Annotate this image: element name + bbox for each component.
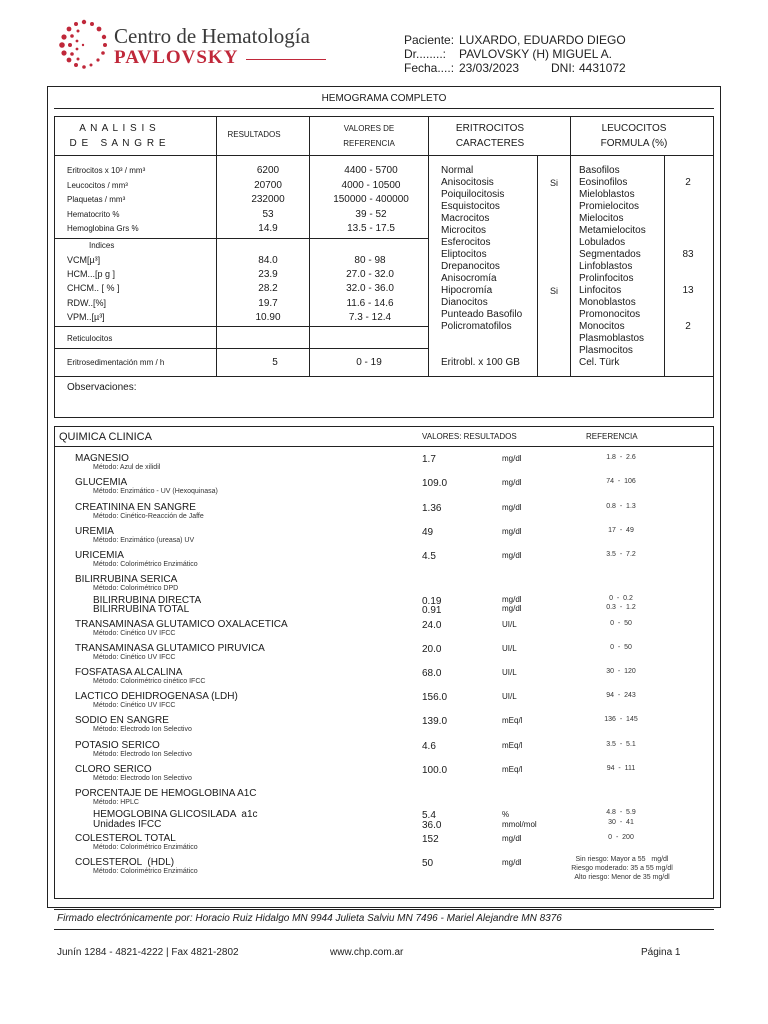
dni-label: DNI: [551, 61, 575, 75]
quimica-title: QUIMICA CLINICA [59, 431, 152, 443]
doctor-label: Dr........: [404, 47, 447, 61]
signature-rule-bottom [54, 929, 714, 930]
quimica-test-value: 1.7 [422, 454, 436, 465]
leuco-formula-value: 2 [685, 177, 691, 188]
leuco-formula-name: Basofilos [579, 165, 620, 176]
quimica-test-ref: 0 - 200 [608, 834, 634, 841]
eritro-caracter-name: Poiquilocitosis [441, 189, 505, 200]
analisis-row-value: 53 [262, 208, 274, 220]
hba1c-subtest-name: Unidades IFCC [93, 819, 162, 830]
quimica-test-unit: mg/dl [502, 834, 522, 843]
footer-website[interactable]: www.chp.com.ar [330, 947, 404, 958]
header-analisis: A N A L I S I S [79, 123, 157, 134]
eritro-caracter-name: Microcitos [441, 225, 487, 236]
analisis-row-value: 20700 [254, 179, 282, 191]
eritro-caracter-name: Dianocitos [441, 297, 488, 308]
indice-row-value: 19.7 [258, 297, 278, 309]
header-referencia: REFERENCIA [343, 139, 395, 148]
bilirrubina-subtest-unit: mg/dl [502, 595, 522, 604]
hdl-risk-reference: Sin riesgo: Mayor a 55 mg/dl [575, 856, 669, 863]
hba1c-subtest-value: 36.0 [422, 820, 442, 831]
leuco-formula-value: 2 [685, 321, 691, 332]
signature-text: Firmado electrónicamente por: Horacio Ruiz Hidalgo MN 9944 Julieta Salviu MN 7496 - Mariel Alejandre MN 8376 [57, 913, 562, 924]
quimica-test-ref: 3.5 - 5.1 [606, 741, 636, 748]
indices-rule [54, 238, 428, 239]
header-leucocitos: LEUCOCITOS [601, 123, 667, 134]
quimica-test-unit: UI/L [502, 620, 517, 629]
patient-label: Paciente: [404, 33, 455, 47]
indices-label: Indices [89, 241, 115, 250]
eritro-caracter-name: Policromatofilos [441, 321, 512, 332]
leuco-formula-name: Plasmoblastos [579, 333, 645, 344]
quimica-col-valores: VALORES: RESULTADOS [422, 432, 517, 441]
quimica-test-name: GLUCEMIA [75, 477, 128, 488]
col-rule-5 [570, 116, 571, 376]
bilirrubina-subtest-unit: mg/dl [502, 604, 522, 613]
indice-row-name: VCM[µ³] [67, 255, 101, 265]
quimica-test-value: 156.0 [422, 692, 448, 703]
indice-row-name: VPM..[µ³] [67, 311, 105, 322]
signature-rule-top [54, 909, 714, 910]
col-rule-4 [537, 155, 538, 376]
quimica-test-method: Método: Cinético-Reacción de Jaffe [93, 513, 204, 520]
analisis-row-name: Leucocitos / mm³ [67, 180, 128, 190]
quimica-test-value: 1.36 [422, 503, 442, 514]
leuco-formula-name: Prolinfocitos [579, 273, 634, 284]
quimica-test-name: COLESTEROL (HDL) [75, 857, 175, 868]
header-de-sangre: D E S A N G R E [69, 138, 167, 149]
quimica-test-ref: 1.8 - 2.6 [606, 454, 636, 461]
header-eritrocitos: ERITROCITOS [455, 123, 525, 134]
header-formula: FORMULA (%) [600, 138, 668, 149]
leuco-formula-name: Linfoblastos [579, 261, 633, 272]
hba1c-subtest-ref: 30 - 41 [608, 819, 634, 826]
quimica-test-name: BILIRRUBINA SERICA [75, 574, 178, 585]
quimica-test-unit: mg/dl [502, 527, 522, 536]
analisis-row-name: Eritrocitos x 10³ / mm³ [67, 166, 146, 175]
hemograma-title-rule [54, 108, 714, 109]
analisis-row-value: 6200 [256, 165, 280, 176]
quimica-test-method: Método: Cinético UV IFCC [93, 654, 176, 661]
eritrosed-value: 5 [272, 357, 278, 368]
quimica-test-unit: mg/dl [502, 551, 522, 560]
quimica-test-method: Método: Enzimático - UV (Hexoquinasa) [93, 488, 218, 495]
eritro-caracter-name: Esquistocitos [441, 201, 500, 212]
quimica-test-unit: mg/dl [502, 858, 522, 867]
eritro-caracter-name: Normal [441, 165, 474, 176]
analisis-row-name: Plaquetas / mm³ [67, 195, 126, 204]
leuco-formula-name: Mielocitos [579, 213, 624, 224]
bilirrubina-subtest-ref: 0 - 0.2 [609, 595, 633, 602]
leuco-formula-value: 13 [682, 285, 694, 296]
quimica-test-ref: 3.5 - 7.2 [606, 551, 636, 558]
indice-row-ref: 7.3 - 12.4 [348, 311, 392, 323]
reticulocitos-label: Reticulocitos [67, 334, 113, 343]
brand-subname: PAVLOVSKY [114, 47, 239, 68]
eritro-caracter-name: Drepanocitos [441, 261, 500, 272]
leuco-formula-name: Promielocitos [579, 201, 640, 212]
eritro-caracter-name: Esferocitos [441, 237, 491, 248]
quimica-test-unit: mg/dl [502, 478, 522, 487]
quimica-test-unit: mEq/l [502, 716, 523, 725]
quimica-test-value: 4.6 [422, 741, 436, 752]
quimica-test-method: Método: Colorimétrico Enzimático [93, 844, 198, 851]
quimica-test-name: SODIO EN SANGRE [75, 715, 169, 726]
bilirrubina-subtest-value: 0.91 [422, 605, 442, 616]
quimica-test-unit: UI/L [502, 692, 517, 701]
quimica-test-method: Método: Enzimático (ureasa) UV [93, 537, 195, 544]
indice-row-ref: 32.0 - 36.0 [346, 283, 394, 295]
quimica-test-value: 4.5 [422, 551, 436, 562]
hba1c-subtest-unit: % [502, 810, 510, 819]
hba1c-subtest-unit: mmol/mol [502, 820, 537, 829]
leuco-formula-name: Lobulados [579, 237, 626, 248]
leuco-formula-name: Segmentados [579, 249, 641, 260]
brand-divider [246, 59, 326, 60]
quimica-test-unit: UI/L [502, 668, 517, 677]
quimica-test-name: POTASIO SERICO [75, 740, 160, 751]
header-resultados: RESULTADOS [227, 130, 281, 139]
observaciones-label: Observaciones: [67, 382, 137, 393]
leuco-formula-value: 83 [682, 249, 694, 260]
quimica-test-name: LACTICO DEHIDROGENASA (LDH) [75, 691, 238, 702]
indice-row-value: 10.90 [255, 311, 281, 323]
analisis-row-value: 232000 [251, 194, 285, 205]
eritro-caracter-value: Si [549, 178, 559, 188]
indice-row-value: 28.2 [258, 283, 278, 295]
quimica-test-name: TRANSAMINASA GLUTAMICO OXALACETICA [75, 619, 288, 630]
quimica-test-unit: mg/dl [502, 503, 522, 512]
leuco-formula-name: Monocitos [579, 321, 625, 332]
col-rule-1 [216, 116, 217, 376]
quimica-test-method: Método: Electrodo Ion Selectivo [93, 726, 192, 733]
quimica-test-name: COLESTEROL TOTAL [75, 833, 176, 844]
hdl-risk-reference: Riesgo moderado: 35 a 55 mg/dl [571, 865, 673, 872]
eritro-caracter-name: Anisocitosis [441, 177, 494, 188]
quimica-test-method: Método: Colorimétrico DPD [93, 585, 179, 592]
analisis-row-name: Hematocrito % [67, 209, 120, 219]
eritro-caracter-name: Anisocromía [441, 273, 497, 284]
eritrosed-rule-top [54, 348, 428, 349]
quimica-test-name: TRANSAMINASA GLUTAMICO PIRUVICA [75, 643, 265, 654]
analisis-row-ref: 150000 - 400000 [333, 194, 409, 205]
quimica-test-unit: UI/L [502, 644, 517, 653]
leuco-formula-name: Plasmocitos [579, 345, 633, 356]
quimica-test-method: Método: Colorimétrico cinético IFCC [93, 678, 206, 685]
indice-row-name: CHCM.. [ % ] [67, 283, 120, 294]
analisis-row-ref: 13.5 - 17.5 [347, 223, 395, 234]
eritro-caracter-name: Eliptocitos [441, 249, 487, 260]
indice-row-name: RDW..[%] [67, 297, 107, 308]
header-valores: VALORES DE [343, 124, 395, 133]
bilirrubina-subtest-ref: 0.3 - 1.2 [606, 604, 636, 611]
quimica-test-ref: 0 - 50 [610, 620, 632, 627]
eritro-caracter-value: Si [549, 286, 559, 296]
quimica-test-method: Método: Colorimétrico Enzimático [93, 561, 198, 568]
bilirrubina-subtest-name: BILIRRUBINA DIRECTA [93, 595, 202, 606]
eritro-caracter-name: Hipocromía [441, 285, 493, 296]
col-rule-2 [309, 116, 310, 376]
indice-row-ref: 80 - 98 [354, 255, 386, 266]
analisis-row-ref: 4400 - 5700 [344, 165, 398, 176]
quimica-test-name: FOSFATASA ALCALINA [75, 667, 183, 678]
doctor-name: PAVLOVSKY (H) MIGUEL A. [459, 47, 612, 61]
date-label: Fecha....: [404, 61, 455, 75]
reticulocitos-rule [54, 326, 428, 327]
quimica-test-method: Método: Cinético UV IFCC [93, 702, 176, 709]
quimica-test-name: PORCENTAJE DE HEMOGLOBINA A1C [75, 788, 257, 799]
quimica-header-rule [54, 446, 714, 447]
leuco-formula-name: Eosinofilos [579, 177, 628, 188]
quimica-test-value: 49 [422, 527, 434, 538]
footer-address: Junín 1284 - 4821-4222 | Fax 4821-2802 [57, 947, 239, 958]
eritrobl-label: Eritrobl. x 100 GB [441, 357, 520, 368]
quimica-test-value: 24.0 [422, 620, 442, 631]
quimica-test-method: Método: Azul de xilidil [93, 464, 161, 471]
quimica-test-name: CLORO SERICO [75, 764, 152, 775]
quimica-test-unit: mEq/l [502, 765, 523, 774]
hemograma-title: HEMOGRAMA COMPLETO [321, 93, 447, 104]
leuco-formula-name: Linfocitos [579, 285, 622, 296]
quimica-test-method: Método: Electrodo Ion Selectivo [93, 751, 192, 758]
indice-row-value: 84.0 [258, 255, 278, 266]
bilirrubina-subtest-value: 0.19 [422, 596, 442, 607]
brand-name: Centro de Hematología [114, 24, 310, 48]
quimica-test-name: MAGNESIO [75, 453, 129, 464]
logo-dots-icon [58, 18, 110, 70]
leuco-formula-name: Cel. Türk [579, 357, 620, 368]
footer-page-number: Página 1 [641, 947, 681, 958]
analisis-row-ref: 4000 - 10500 [341, 179, 401, 191]
patient-name: LUXARDO, EDUARDO DIEGO [459, 33, 626, 47]
analisis-row-ref: 39 - 52 [355, 208, 387, 220]
quimica-test-ref: 30 - 120 [606, 668, 636, 675]
quimica-test-value: 109.0 [422, 478, 448, 489]
leuco-formula-name: Monoblastos [579, 297, 636, 308]
leuco-formula-name: Promonocitos [579, 309, 641, 320]
quimica-test-value: 50 [422, 858, 434, 869]
quimica-test-value: 20.0 [422, 644, 442, 655]
quimica-test-ref: 74 - 106 [606, 478, 636, 485]
hemograma-header-rule [54, 155, 428, 156]
quimica-test-value: 68.0 [422, 668, 442, 679]
leuco-formula-name: Mieloblastos [579, 189, 635, 200]
quimica-test-name: UREMIA [75, 526, 114, 537]
quimica-test-ref: 17 - 49 [608, 527, 634, 534]
quimica-test-unit: mg/dl [502, 454, 522, 463]
col-rule-6 [664, 155, 665, 376]
eritrosed-rule-bottom [54, 376, 714, 377]
indice-row-value: 23.9 [258, 269, 278, 281]
quimica-test-ref: 0.8 - 1.3 [606, 503, 636, 510]
quimica-test-unit: mEq/l [502, 741, 523, 750]
caracteres-header-rule [428, 155, 714, 156]
quimica-test-value: 152 [422, 834, 439, 845]
analisis-row-value: 14.9 [258, 223, 278, 234]
quimica-test-method: Método: Colorimétrico Enzimático [93, 868, 198, 875]
indice-row-ref: 11.6 - 14.6 [346, 297, 394, 309]
header-caracteres: CARACTERES [455, 138, 525, 149]
quimica-col-referencia: REFERENCIA [586, 432, 638, 441]
quimica-test-value: 100.0 [422, 765, 448, 776]
quimica-test-method: Método: Electrodo Ion Selectivo [93, 775, 192, 782]
quimica-test-method: Método: Cinético UV IFCC [93, 630, 176, 637]
indice-row-ref: 27.0 - 32.0 [346, 269, 394, 281]
quimica-test-ref: 0 - 50 [610, 644, 632, 651]
hdl-risk-reference: Alto riesgo: Menor de 35 mg/dl [574, 874, 670, 881]
quimica-test-ref: 94 - 243 [606, 692, 636, 699]
eritro-caracter-name: Punteado Basofilo [441, 309, 523, 320]
hba1c-subtest-name: HEMOGLOBINA GLICOSILADA a1c [93, 809, 258, 820]
leuco-formula-name: Metamielocitos [579, 225, 646, 236]
eritrosed-ref: 0 - 19 [356, 357, 382, 368]
quimica-test-ref: 136 - 145 [604, 716, 638, 723]
hba1c-subtest-ref: 4.8 - 5.9 [606, 809, 636, 816]
analisis-row-name: Hemoglobina Grs % [67, 224, 139, 233]
indice-row-name: HCM...[p g ] [67, 269, 116, 280]
dni-value: 4431072 [579, 61, 626, 75]
eritrosed-label: Eritrosedimentación mm / h [67, 358, 165, 367]
hba1c-subtest-value: 5.4 [422, 810, 436, 821]
col-rule-3 [428, 116, 429, 376]
date-value: 23/03/2023 [459, 61, 520, 75]
quimica-test-method: Método: HPLC [93, 799, 139, 806]
quimica-test-name: CREATININA EN SANGRE [75, 502, 196, 513]
quimica-test-value: 139.0 [422, 716, 448, 727]
quimica-test-name: URICEMIA [75, 550, 124, 561]
eritro-caracter-name: Macrocitos [441, 213, 490, 224]
bilirrubina-subtest-name: BILIRRUBINA TOTAL [93, 604, 190, 615]
quimica-test-ref: 94 - 111 [606, 765, 636, 772]
